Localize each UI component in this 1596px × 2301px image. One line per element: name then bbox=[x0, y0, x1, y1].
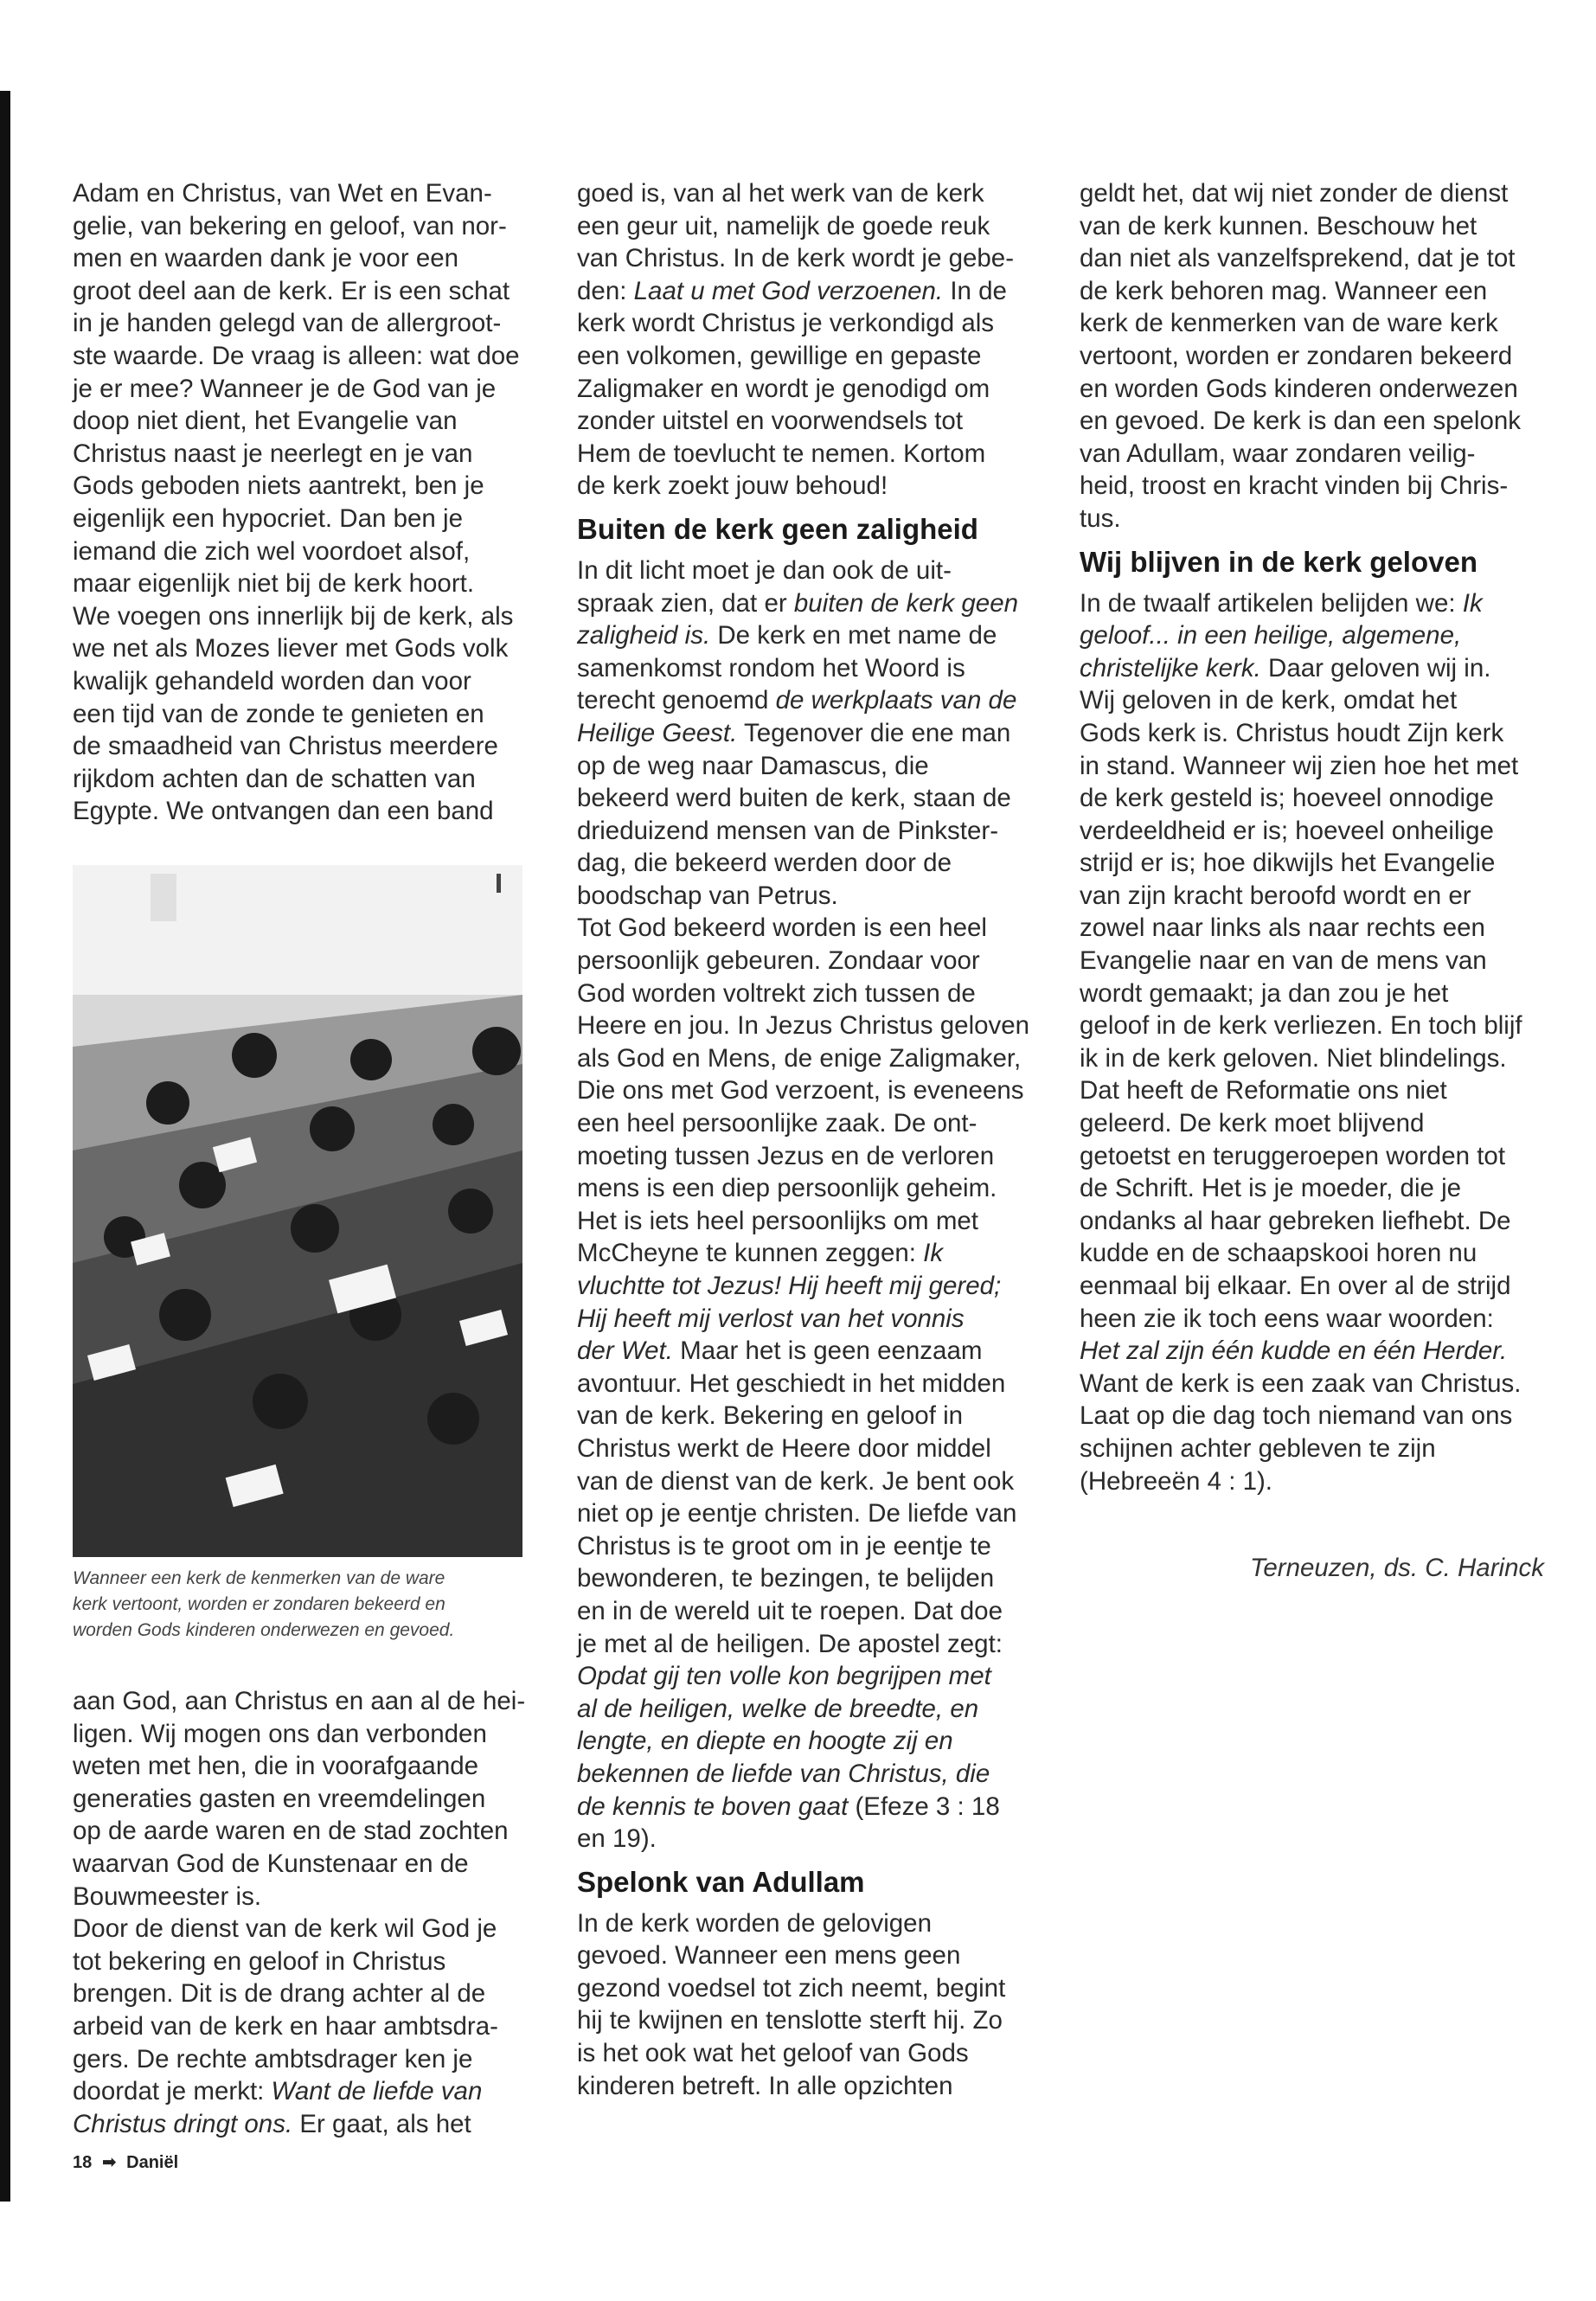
text-run: je met al de heiligen. De apostel zegt: bbox=[577, 1629, 1003, 1658]
text-line bbox=[73, 632, 531, 665]
caption-line: kerk vertoont, worden er zondaren bekeerd en bbox=[73, 1594, 445, 1614]
text-run: (Hebreeën 4 : 1). bbox=[1080, 1466, 1273, 1496]
italic-run: de kennis te boven gaat bbox=[577, 1791, 849, 1821]
text-run: Christus werkt de Heere door middel bbox=[577, 1433, 991, 1463]
text-run: een geur uit, namelijk de goede reuk bbox=[577, 211, 990, 240]
text-line bbox=[73, 2108, 531, 2141]
text-run: hij te kwijnen en tenslotte sterft hij. Zo bbox=[577, 2006, 1003, 2035]
text-run: In de bbox=[943, 276, 1007, 305]
column-1-bottom bbox=[73, 1685, 531, 2140]
text-line bbox=[1080, 750, 1538, 783]
text-line bbox=[577, 1939, 1035, 1972]
text-run: In de kerk worden de gelovigen bbox=[577, 1908, 932, 1938]
text-line: Door de dienst van de kerk wil God je bbox=[73, 1914, 497, 1944]
italic-run: christelijke kerk. bbox=[1080, 653, 1261, 683]
text-line bbox=[577, 554, 1035, 587]
text-run: de smaadheid van Christus meerdere bbox=[73, 732, 498, 761]
text-line bbox=[577, 847, 1035, 880]
text-line bbox=[577, 880, 1035, 913]
text-line bbox=[577, 1693, 1035, 1726]
text-run: de Schrift. Het is je moeder, die je bbox=[1080, 1174, 1462, 1203]
text-run: Gods geboden niets aantrekt, ben je bbox=[73, 471, 484, 501]
text-run: de kerk behoren mag. Wanneer een bbox=[1080, 276, 1488, 305]
text-line bbox=[577, 1172, 1035, 1205]
text-line bbox=[577, 1074, 1035, 1107]
text-line bbox=[577, 619, 1035, 652]
text-run: en in de wereld uit te roepen. Dat doe bbox=[577, 1596, 1003, 1625]
column-1-top bbox=[73, 177, 531, 828]
text-line bbox=[1080, 340, 1538, 373]
text-run: Adam en Christus, van Wet en Evan- bbox=[73, 179, 492, 208]
text-line bbox=[577, 1530, 1035, 1563]
text-line bbox=[577, 242, 1035, 275]
text-run: zonder uitstel en voorwendsels tot bbox=[577, 407, 964, 436]
text-line bbox=[577, 1972, 1035, 2005]
text-line bbox=[577, 1107, 1035, 1140]
text-run: doop niet dient, het Evangelie van bbox=[73, 407, 458, 436]
text-run: als God en Mens, de enige Zaligmaker, bbox=[577, 1043, 1022, 1073]
scan-edge bbox=[0, 91, 10, 2202]
text-run: In de twaalf artikelen belijden we: bbox=[1080, 588, 1463, 618]
text-line bbox=[1080, 619, 1538, 652]
heading-wij-blijven: Wij blijven in de kerk geloven bbox=[1080, 545, 1478, 578]
text-line bbox=[73, 275, 531, 308]
text-run: persoonlijk gebeuren. Zondaar voor bbox=[577, 946, 980, 976]
italic-run: Heilige Geest. bbox=[577, 718, 738, 747]
text-line bbox=[577, 275, 1035, 308]
italic-run: Opdat gij ten volle kon begrijpen met bbox=[577, 1662, 991, 1691]
text-line bbox=[73, 600, 531, 633]
text-run: Zaligmaker en wordt je genodigd om bbox=[577, 374, 990, 403]
text-run: gevoed. Wanneer een mens geen bbox=[577, 1941, 961, 1971]
text-line bbox=[1080, 587, 1538, 620]
text-run: geloof in de kerk verliezen. En toch blijf bbox=[1080, 1011, 1522, 1041]
text-run: van de dienst van de kerk. Je bent ook bbox=[577, 1466, 1015, 1496]
text-run: eigenlijk een hypocriet. Dan ben je bbox=[73, 503, 463, 533]
text-run: goed is, van al het werk van de kerk bbox=[577, 179, 984, 208]
text-run: van zijn kracht beroofd wordt en er bbox=[1080, 881, 1471, 910]
text-line bbox=[577, 1725, 1035, 1758]
text-line bbox=[577, 782, 1035, 815]
text-line bbox=[1080, 1107, 1538, 1140]
text-line bbox=[577, 815, 1035, 848]
text-line bbox=[577, 1368, 1035, 1400]
text-line bbox=[1080, 1303, 1538, 1336]
text-line bbox=[577, 1758, 1035, 1791]
italic-run: Ik bbox=[1462, 588, 1483, 618]
text-line bbox=[577, 1628, 1035, 1661]
author-signature: Terneuzen, ds. C. Harinck bbox=[1250, 1554, 1544, 1582]
text-run: we net als Mozes liever met Gods volk bbox=[73, 634, 509, 663]
text-run: Christus is te groot om in je eentje te bbox=[577, 1531, 991, 1561]
text-line bbox=[577, 1907, 1035, 1940]
text-line bbox=[1080, 880, 1538, 913]
text-run: strijd er is; hoe dikwijls het Evangelie bbox=[1080, 849, 1496, 878]
text-line: Bouwmeester is. bbox=[73, 1881, 262, 1911]
text-run: schijnen achter gebleven te zijn bbox=[1080, 1433, 1436, 1463]
text-run: Want de kerk is een zaak van Christus. bbox=[1080, 1368, 1522, 1398]
magazine-name: Daniël bbox=[126, 2153, 179, 2172]
text-run: bewonderen, te bezingen, te belijden bbox=[577, 1564, 995, 1593]
column-2-intro bbox=[577, 177, 1035, 503]
text-run: groot deel aan de kerk. Er is een schat bbox=[73, 276, 510, 305]
page-footer bbox=[73, 2151, 178, 2173]
text-run: kerk wordt Christus je verkondigd als bbox=[577, 309, 995, 338]
italic-run: buiten de kerk geen bbox=[793, 588, 1019, 618]
italic-run: de werkplaats van de bbox=[775, 686, 1017, 715]
caption-line: worden Gods kinderen onderwezen en gevoed. bbox=[73, 1620, 455, 1640]
italic-run: der Wet. bbox=[577, 1336, 673, 1366]
section-buiten bbox=[577, 554, 1035, 1856]
text-run: Laat op die dag toch niemand van ons bbox=[1080, 1401, 1513, 1431]
text-line: aan God, aan Christus en aan al de hei- bbox=[73, 1687, 526, 1715]
text-line bbox=[577, 717, 1035, 750]
text-line bbox=[1080, 1140, 1538, 1173]
text-line bbox=[1080, 470, 1538, 503]
text-run: samenkomst rondom het Woord is bbox=[577, 653, 965, 683]
text-line bbox=[1080, 307, 1538, 340]
text-line bbox=[1080, 1400, 1538, 1433]
text-line bbox=[1080, 717, 1538, 750]
text-run: Hem de toevlucht te nemen. Kortom bbox=[577, 439, 986, 468]
text-run: In dit licht moet je dan ook de uit- bbox=[577, 555, 952, 585]
text-line bbox=[577, 1791, 1035, 1823]
text-run: zowel naar links als naar rechts een bbox=[1080, 913, 1485, 943]
text-line bbox=[577, 1205, 1035, 1238]
text-run: heen zie ik toch eens waar woorden: bbox=[1080, 1304, 1494, 1333]
text-run: Gods kerk is. Christus houdt Zijn kerk bbox=[1080, 718, 1504, 747]
italic-run: lengte, en diepte en hoogte zij en bbox=[577, 1727, 953, 1756]
text-line bbox=[1080, 1074, 1538, 1107]
text-line bbox=[1080, 1237, 1538, 1270]
text-run: bekeerd werd buiten de kerk, staan de bbox=[577, 784, 1011, 813]
text-line bbox=[1080, 1335, 1538, 1368]
text-run: getoetst en teruggeroepen worden tot bbox=[1080, 1141, 1506, 1170]
text-line bbox=[1080, 652, 1538, 685]
text-run: We voegen ons innerlijk bij de kerk, als bbox=[73, 601, 514, 631]
text-line bbox=[1080, 242, 1538, 275]
text-run: gezond voedsel tot zich neemt, begint bbox=[577, 1973, 1006, 2003]
column-2 bbox=[577, 177, 1035, 2102]
text-line bbox=[73, 730, 531, 763]
text-line bbox=[73, 405, 531, 438]
congregation-image bbox=[73, 865, 522, 1557]
text-line bbox=[577, 2037, 1035, 2070]
text-run: tus. bbox=[1080, 503, 1121, 533]
text-run: eenmaal bij elkaar. En over al de strijd bbox=[1080, 1272, 1511, 1300]
text-run: (Efeze 3 : 18 bbox=[848, 1791, 1000, 1821]
text-line bbox=[1080, 275, 1538, 308]
text-line bbox=[1080, 210, 1538, 243]
text-line bbox=[73, 503, 531, 535]
column-3 bbox=[1080, 177, 1538, 1497]
text-line bbox=[577, 1042, 1035, 1075]
italic-run: Hij heeft mij verlost van het vonnis bbox=[577, 1304, 965, 1333]
text-line bbox=[1080, 1270, 1538, 1303]
text-run: doordat je merkt: bbox=[73, 2077, 272, 2106]
text-line: ligen. Wij mogen ons dan verbonden bbox=[73, 1719, 487, 1748]
text-line bbox=[1080, 1042, 1538, 1075]
text-run: kudde en de schaapskooi horen nu bbox=[1080, 1239, 1477, 1268]
text-line bbox=[1080, 1205, 1538, 1238]
text-line bbox=[577, 1497, 1035, 1530]
italic-run: Laat u met God verzoenen. bbox=[633, 276, 944, 305]
text-run: de kerk zoekt jouw behoud! bbox=[577, 471, 888, 501]
text-line: gers. De rechte ambtsdrager ken je bbox=[73, 2044, 473, 2073]
text-run: Tegenover die ene man bbox=[737, 718, 1011, 747]
section-blijven bbox=[1080, 587, 1538, 1498]
text-line bbox=[73, 177, 531, 210]
text-run: Daar geloven wij in. bbox=[1260, 653, 1491, 683]
text-line bbox=[577, 1562, 1035, 1595]
text-run: maar eigenlijk niet bij de kerk hoort. bbox=[73, 569, 475, 599]
text-line bbox=[1080, 373, 1538, 406]
text-line bbox=[1080, 177, 1538, 210]
text-line bbox=[73, 535, 531, 568]
text-run: van de kerk kunnen. Beschouw het bbox=[1080, 211, 1477, 240]
text-run: geldt het, dat wij niet zonder de dienst bbox=[1080, 179, 1509, 208]
photo-caption bbox=[73, 1566, 540, 1644]
text-line bbox=[577, 1465, 1035, 1498]
text-run: Christus naast je neerlegt en je van bbox=[73, 439, 473, 468]
text-run: van Christus. In de kerk wordt je gebe- bbox=[577, 244, 1015, 273]
arrow-icon: ➡ bbox=[101, 2153, 117, 2172]
text-line: brengen. Dit is de drang achter al de bbox=[73, 1979, 486, 2009]
text-line bbox=[577, 210, 1035, 243]
text-line bbox=[73, 2075, 531, 2108]
text-line bbox=[73, 470, 531, 503]
text-line: tot bekering en geloof in Christus bbox=[73, 1946, 446, 1976]
text-run: rijkdom achten dan de schatten van bbox=[73, 764, 476, 793]
text-line: waarvan God de Kunstenaar en de bbox=[73, 1849, 469, 1878]
text-run: Evangelie naar en van de mens van bbox=[1080, 946, 1487, 976]
text-run: mens is een diep persoonlijk geheim. bbox=[577, 1174, 997, 1203]
text-line: generaties gasten en vreemdelingen bbox=[73, 1784, 486, 1813]
text-line bbox=[73, 373, 531, 406]
text-line bbox=[577, 1140, 1035, 1173]
text-line bbox=[1080, 1172, 1538, 1205]
text-line bbox=[577, 470, 1035, 503]
text-run: kinderen betreft. In alle opzichten bbox=[577, 2071, 953, 2100]
text-run: spraak zien, dat er bbox=[577, 588, 794, 618]
text-run: Maar het is geen eenzaam bbox=[672, 1336, 983, 1366]
text-run: ste waarde. De vraag is alleen: wat doe bbox=[73, 341, 520, 370]
text-run: een heel persoonlijke zaak. De ont- bbox=[577, 1109, 977, 1138]
text-run: een tijd van de zonde te genieten en bbox=[73, 699, 484, 728]
text-line bbox=[73, 763, 531, 796]
text-run: is het ook wat het geloof van Gods bbox=[577, 2039, 969, 2068]
text-run: drieduizend mensen van de Pinkster- bbox=[577, 816, 999, 845]
text-line bbox=[1080, 815, 1538, 848]
text-line bbox=[577, 750, 1035, 783]
text-run: den: bbox=[577, 276, 634, 305]
text-line bbox=[1080, 1433, 1538, 1465]
text-run: van de kerk. Bekering en geloof in bbox=[577, 1401, 964, 1431]
text-run: op de weg naar Damascus, die bbox=[577, 751, 929, 780]
text-run: verdeeldheid er is; hoeveel onheilige bbox=[1080, 816, 1494, 845]
section-spelonk bbox=[577, 1907, 1035, 2103]
heading-spelonk: Spelonk van Adullam bbox=[577, 1865, 865, 1898]
text-line bbox=[577, 438, 1035, 471]
text-run: in stand. Wanneer wij zien hoe het met bbox=[1080, 751, 1519, 780]
text-line bbox=[577, 912, 1035, 945]
text-line bbox=[1080, 503, 1538, 535]
text-line bbox=[577, 1335, 1035, 1368]
text-line bbox=[577, 1270, 1035, 1303]
italic-run: geloof... in een heilige, algemene, bbox=[1080, 621, 1462, 651]
text-line bbox=[1080, 1368, 1538, 1400]
italic-run: Ik bbox=[923, 1239, 944, 1268]
italic-run: zaligheid is. bbox=[577, 621, 711, 651]
text-line bbox=[73, 307, 531, 340]
church-photo bbox=[73, 865, 522, 1557]
text-run: de kerk gesteld is; hoeveel onnodige bbox=[1080, 784, 1494, 813]
text-line bbox=[73, 242, 531, 275]
text-run: geleerd. De kerk moet blijvend bbox=[1080, 1109, 1425, 1138]
text-line bbox=[577, 405, 1035, 438]
text-line bbox=[577, 1823, 1035, 1856]
text-line bbox=[577, 340, 1035, 373]
text-run: ondanks al haar gebreken liefhebt. De bbox=[1080, 1206, 1511, 1235]
text-run: niet op je eentje christen. De liefde van bbox=[577, 1499, 1017, 1529]
text-line bbox=[1080, 405, 1538, 438]
text-run: en gevoed. De kerk is dan een spelonk bbox=[1080, 407, 1522, 436]
text-run: je er mee? Wanneer je de God van je bbox=[73, 374, 497, 403]
text-run: Heere en jou. In Jezus Christus geloven bbox=[577, 1011, 1030, 1041]
text-line bbox=[1080, 1009, 1538, 1042]
text-run: Het is iets heel persoonlijks om met bbox=[577, 1206, 978, 1235]
text-line: op de aarde waren en de stad zochten bbox=[73, 1817, 509, 1846]
text-run: heid, troost en kracht vinden bij Chris- bbox=[1080, 471, 1509, 501]
text-line bbox=[577, 1400, 1035, 1433]
text-line bbox=[577, 977, 1035, 1010]
text-line bbox=[1080, 977, 1538, 1010]
text-line bbox=[577, 652, 1035, 685]
text-line bbox=[1080, 438, 1538, 471]
text-line bbox=[577, 1595, 1035, 1628]
text-run: moeting tussen Jezus en de verloren bbox=[577, 1141, 995, 1170]
text-line bbox=[577, 1303, 1035, 1336]
text-run: wordt gemaakt; ja dan zou je het bbox=[1080, 978, 1449, 1008]
text-line bbox=[577, 177, 1035, 210]
heading-buiten-de-kerk: Buiten de kerk geen zaligheid bbox=[577, 512, 978, 545]
text-line bbox=[73, 340, 531, 373]
text-line bbox=[73, 698, 531, 731]
text-run: een volkomen, gewillige en gepaste bbox=[577, 341, 982, 370]
text-run: en worden Gods kinderen onderwezen bbox=[1080, 374, 1518, 403]
text-run: Die ons met God verzoent, is eveneens bbox=[577, 1076, 1024, 1106]
text-run: ik in de kerk geloven. Niet blindelings. bbox=[1080, 1043, 1507, 1073]
text-run: men en waarden dank je voor een bbox=[73, 244, 459, 273]
text-run: Er gaat, als het bbox=[292, 2109, 471, 2138]
text-line bbox=[73, 665, 531, 698]
text-run: van Adullam, waar zondaren veilig- bbox=[1080, 439, 1476, 468]
italic-run: al de heiligen, welke de breedte, en bbox=[577, 1694, 979, 1723]
text-line bbox=[577, 945, 1035, 977]
text-line bbox=[577, 1009, 1035, 1042]
text-line bbox=[577, 1660, 1035, 1693]
text-line bbox=[1080, 945, 1538, 977]
text-run: Dat heeft de Reformatie ons niet bbox=[1080, 1076, 1447, 1106]
text-line bbox=[1080, 912, 1538, 945]
text-line bbox=[73, 438, 531, 471]
text-run: vertoont, worden er zondaren bekeerd bbox=[1080, 341, 1513, 370]
text-line bbox=[577, 1237, 1035, 1270]
text-run: in je handen gelegd van de allergroot- bbox=[73, 309, 502, 338]
text-line bbox=[577, 1433, 1035, 1465]
text-run: iemand die zich wel voordoet alsof, bbox=[73, 536, 471, 566]
text-run: terecht genoemd bbox=[577, 686, 776, 715]
text-run: boodschap van Petrus. bbox=[577, 881, 838, 910]
text-run: Wij geloven in de kerk, omdat het bbox=[1080, 686, 1458, 715]
text-run: dan niet als vanzelfsprekend, dat je tot bbox=[1080, 244, 1516, 273]
text-line bbox=[577, 2004, 1035, 2037]
text-line bbox=[577, 307, 1035, 340]
text-run: en 19). bbox=[577, 1824, 657, 1854]
text-line: arbeid van de kerk en haar ambtsdra- bbox=[73, 2011, 498, 2041]
italic-run: vluchtte tot Jezus! Hij heeft mij gered; bbox=[577, 1272, 1002, 1300]
text-line bbox=[577, 684, 1035, 717]
text-line bbox=[577, 587, 1035, 620]
text-run: kerk de kenmerken van de ware kerk bbox=[1080, 309, 1498, 338]
caption-line: Wanneer een kerk de kenmerken van de ware bbox=[73, 1568, 445, 1588]
text-run: De kerk en met name de bbox=[710, 621, 997, 651]
italic-run: bekennen de liefde van Christus, die bbox=[577, 1759, 990, 1788]
text-line bbox=[1080, 1465, 1538, 1498]
italic-run: Het zal zijn één kudde en één Herder. bbox=[1080, 1336, 1508, 1366]
text-line bbox=[577, 2070, 1035, 2103]
text-line bbox=[1080, 782, 1538, 815]
text-line bbox=[577, 373, 1035, 406]
text-line bbox=[73, 567, 531, 600]
italic-run: Christus dringt ons. bbox=[73, 2109, 293, 2138]
text-run: avontuur. Het geschiedt in het midden bbox=[577, 1368, 1006, 1398]
text-run: Tot God bekeerd worden is een heel bbox=[577, 913, 987, 943]
text-line: weten met hen, die in voorafgaande bbox=[73, 1752, 479, 1781]
text-run: dag, die bekeerd werden door de bbox=[577, 849, 952, 878]
text-run: God worden voltrekt zich tussen de bbox=[577, 978, 976, 1008]
text-run: Egypte. We ontvangen dan een band bbox=[73, 797, 494, 826]
text-line bbox=[1080, 847, 1538, 880]
italic-run: Want de liefde van bbox=[271, 2077, 483, 2106]
text-line bbox=[73, 795, 531, 828]
text-line bbox=[73, 210, 531, 243]
column-3-intro bbox=[1080, 177, 1538, 535]
text-run: kwalijk gehandeld worden dan voor bbox=[73, 666, 471, 695]
text-run: gelie, van bekering en geloof, van nor- bbox=[73, 211, 507, 240]
page-number: 18 bbox=[73, 2153, 93, 2172]
text-run: McCheyne te kunnen zeggen: bbox=[577, 1239, 924, 1268]
text-line bbox=[1080, 684, 1538, 717]
